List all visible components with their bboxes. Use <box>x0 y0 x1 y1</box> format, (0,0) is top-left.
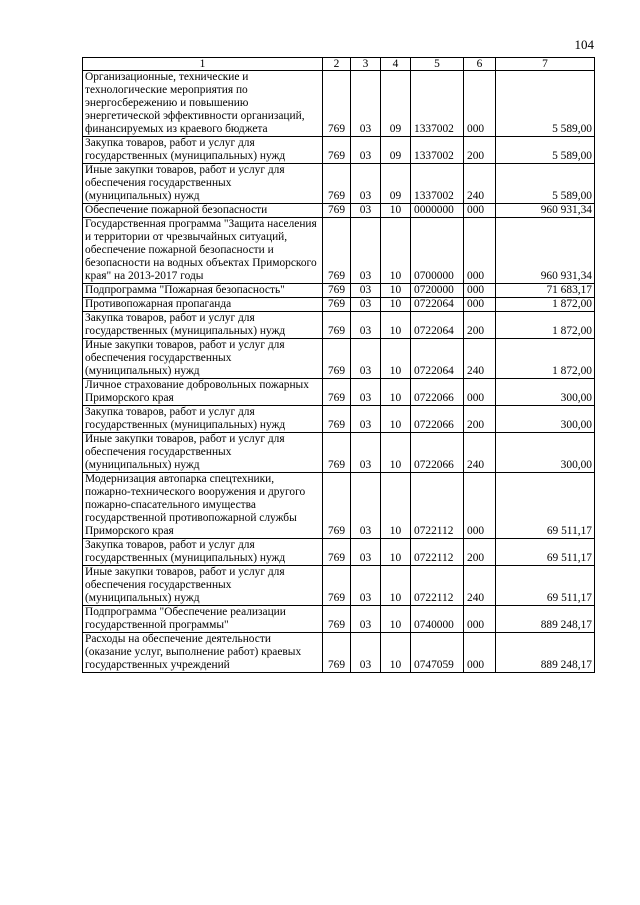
table-row <box>83 312 595 339</box>
column-header: 2 <box>323 58 351 71</box>
cell-target-article: 0740000 <box>411 606 464 633</box>
cell-expense-type: 200 <box>464 539 496 566</box>
cell-amount: 69 511,17 <box>496 539 595 566</box>
cell-target-article: 1337002 <box>411 71 464 137</box>
cell-expense-type: 240 <box>464 566 496 606</box>
cell-section: 03 <box>351 164 381 204</box>
cell-subsection: 09 <box>381 71 411 137</box>
cell-ministry: 769 <box>323 633 351 673</box>
cell-ministry: 769 <box>323 433 351 473</box>
cell-section: 03 <box>351 406 381 433</box>
table-row <box>83 633 595 673</box>
cell-subsection: 10 <box>381 339 411 379</box>
table-row <box>83 218 595 284</box>
cell-expense-type: 000 <box>464 284 496 298</box>
row-name: Закупка товаров, работ и услуг для государственных (муниципальных) нужд <box>83 137 323 164</box>
table-row <box>83 339 595 379</box>
cell-amount: 69 511,17 <box>496 473 595 539</box>
cell-ministry: 769 <box>323 406 351 433</box>
column-header: 6 <box>464 58 496 71</box>
cell-expense-type: 000 <box>464 298 496 312</box>
cell-target-article: 0722112 <box>411 566 464 606</box>
cell-subsection: 10 <box>381 204 411 218</box>
column-header: 7 <box>496 58 595 71</box>
cell-amount: 1 872,00 <box>496 312 595 339</box>
cell-ministry: 769 <box>323 379 351 406</box>
cell-expense-type: 000 <box>464 218 496 284</box>
row-name: Модернизация автопарка спецтехники, пожарно-технического вооружения и другого пожарно-спасательного имущества государственной противопожарной службы Приморского края <box>83 473 323 539</box>
cell-target-article: 0747059 <box>411 633 464 673</box>
cell-target-article: 0720000 <box>411 284 464 298</box>
cell-ministry: 769 <box>323 339 351 379</box>
cell-section: 03 <box>351 566 381 606</box>
budget-table <box>82 57 595 673</box>
cell-target-article: 0722066 <box>411 406 464 433</box>
cell-ministry: 769 <box>323 566 351 606</box>
row-name: Противопожарная пропаганда <box>83 298 323 312</box>
cell-target-article: 0700000 <box>411 218 464 284</box>
table-row <box>83 71 595 137</box>
cell-amount: 889 248,17 <box>496 606 595 633</box>
cell-expense-type: 240 <box>464 339 496 379</box>
cell-section: 03 <box>351 218 381 284</box>
cell-target-article: 0000000 <box>411 204 464 218</box>
cell-section: 03 <box>351 473 381 539</box>
column-header: 3 <box>351 58 381 71</box>
cell-expense-type: 000 <box>464 71 496 137</box>
cell-subsection: 10 <box>381 566 411 606</box>
row-name: Подпрограмма "Обеспечение реализации государственной программы" <box>83 606 323 633</box>
table-row <box>83 539 595 566</box>
table-row <box>83 566 595 606</box>
cell-target-article: 0722066 <box>411 433 464 473</box>
cell-subsection: 10 <box>381 312 411 339</box>
cell-expense-type: 000 <box>464 473 496 539</box>
row-name: Подпрограмма "Пожарная безопасность" <box>83 284 323 298</box>
cell-amount: 300,00 <box>496 406 595 433</box>
cell-ministry: 769 <box>323 137 351 164</box>
table-row <box>83 204 595 218</box>
cell-amount: 69 511,17 <box>496 566 595 606</box>
cell-amount: 960 931,34 <box>496 204 595 218</box>
table-row <box>83 164 595 204</box>
cell-subsection: 10 <box>381 606 411 633</box>
cell-target-article: 0722064 <box>411 312 464 339</box>
row-name: Иные закупки товаров, работ и услуг для обеспечения государственных (муниципальных) нужд <box>83 433 323 473</box>
table-header-row <box>83 58 595 71</box>
cell-section: 03 <box>351 284 381 298</box>
cell-subsection: 09 <box>381 164 411 204</box>
cell-amount: 1 872,00 <box>496 339 595 379</box>
cell-ministry: 769 <box>323 284 351 298</box>
cell-amount: 1 872,00 <box>496 298 595 312</box>
cell-section: 03 <box>351 312 381 339</box>
row-name: Иные закупки товаров, работ и услуг для обеспечения государственных (муниципальных) нужд <box>83 164 323 204</box>
table-row <box>83 433 595 473</box>
table-row <box>83 379 595 406</box>
cell-ministry: 769 <box>323 473 351 539</box>
cell-target-article: 0722064 <box>411 298 464 312</box>
column-header: 5 <box>411 58 464 71</box>
row-name: Иные закупки товаров, работ и услуг для обеспечения государственных (муниципальных) нужд <box>83 566 323 606</box>
cell-section: 03 <box>351 379 381 406</box>
cell-section: 03 <box>351 606 381 633</box>
cell-target-article: 1337002 <box>411 137 464 164</box>
cell-target-article: 1337002 <box>411 164 464 204</box>
cell-subsection: 10 <box>381 433 411 473</box>
cell-section: 03 <box>351 298 381 312</box>
cell-subsection: 10 <box>381 298 411 312</box>
cell-subsection: 10 <box>381 633 411 673</box>
cell-subsection: 09 <box>381 137 411 164</box>
cell-ministry: 769 <box>323 606 351 633</box>
cell-section: 03 <box>351 204 381 218</box>
cell-expense-type: 200 <box>464 137 496 164</box>
cell-section: 03 <box>351 539 381 566</box>
row-name: Расходы на обеспечение деятельности (оказание услуг, выполнение работ) краевых государственных учреждений <box>83 633 323 673</box>
cell-target-article: 0722112 <box>411 539 464 566</box>
cell-ministry: 769 <box>323 539 351 566</box>
cell-section: 03 <box>351 433 381 473</box>
cell-amount: 5 589,00 <box>496 164 595 204</box>
table-row <box>83 298 595 312</box>
cell-expense-type: 000 <box>464 633 496 673</box>
cell-expense-type: 000 <box>464 379 496 406</box>
cell-section: 03 <box>351 71 381 137</box>
cell-amount: 5 589,00 <box>496 137 595 164</box>
cell-expense-type: 240 <box>464 433 496 473</box>
cell-subsection: 10 <box>381 218 411 284</box>
cell-section: 03 <box>351 137 381 164</box>
cell-expense-type: 000 <box>464 606 496 633</box>
cell-amount: 5 589,00 <box>496 71 595 137</box>
table-row <box>83 137 595 164</box>
cell-ministry: 769 <box>323 71 351 137</box>
column-header: 4 <box>381 58 411 71</box>
cell-ministry: 769 <box>323 298 351 312</box>
cell-target-article: 0722064 <box>411 339 464 379</box>
cell-ministry: 769 <box>323 164 351 204</box>
cell-target-article: 0722112 <box>411 473 464 539</box>
row-name: Закупка товаров, работ и услуг для государственных (муниципальных) нужд <box>83 312 323 339</box>
table-row <box>83 473 595 539</box>
cell-target-article: 0722066 <box>411 379 464 406</box>
row-name: Иные закупки товаров, работ и услуг для обеспечения государственных (муниципальных) нужд <box>83 339 323 379</box>
cell-expense-type: 200 <box>464 312 496 339</box>
cell-amount: 960 931,34 <box>496 218 595 284</box>
cell-section: 03 <box>351 633 381 673</box>
column-header: 1 <box>83 58 323 71</box>
cell-section: 03 <box>351 339 381 379</box>
page-number: 104 <box>574 37 594 52</box>
cell-amount: 71 683,17 <box>496 284 595 298</box>
cell-subsection: 10 <box>381 539 411 566</box>
cell-expense-type: 000 <box>464 204 496 218</box>
row-name: Закупка товаров, работ и услуг для государственных (муниципальных) нужд <box>83 539 323 566</box>
table-row <box>83 284 595 298</box>
cell-amount: 300,00 <box>496 433 595 473</box>
table-row <box>83 606 595 633</box>
cell-expense-type: 240 <box>464 164 496 204</box>
row-name: Государственная программа "Защита населения и территории от чрезвычайных ситуаций, обеспечение пожарной безопасности и безопасности на водных объектах Приморского края" на 2013-2017 годы <box>83 218 323 284</box>
cell-subsection: 10 <box>381 379 411 406</box>
cell-amount: 889 248,17 <box>496 633 595 673</box>
cell-subsection: 10 <box>381 406 411 433</box>
cell-subsection: 10 <box>381 284 411 298</box>
row-name: Обеспечение пожарной безопасности <box>83 204 323 218</box>
cell-ministry: 769 <box>323 312 351 339</box>
table-row <box>83 406 595 433</box>
cell-amount: 300,00 <box>496 379 595 406</box>
row-name: Закупка товаров, работ и услуг для государственных (муниципальных) нужд <box>83 406 323 433</box>
row-name: Личное страхование добровольных пожарных Приморского края <box>83 379 323 406</box>
cell-ministry: 769 <box>323 218 351 284</box>
row-name: Организационные, технические и технологические мероприятия по энергосбережению и повышению энергетической эффективности организаций, финансируемых из краевого бюджета <box>83 71 323 137</box>
cell-subsection: 10 <box>381 473 411 539</box>
cell-expense-type: 200 <box>464 406 496 433</box>
cell-ministry: 769 <box>323 204 351 218</box>
